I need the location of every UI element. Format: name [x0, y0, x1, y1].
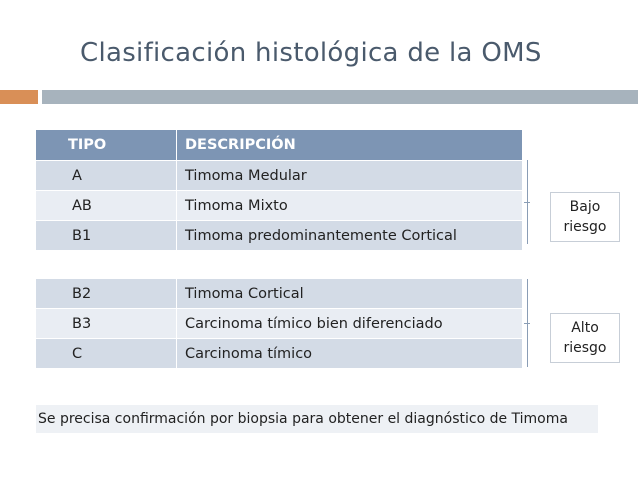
high-risk-line2: riesgo: [563, 340, 607, 356]
table-header-row: [36, 130, 522, 161]
cell-type: A: [36, 161, 177, 191]
biopsy-note: Se precisa confirmación por biopsia para obtener el diagnóstico de Timoma: [36, 405, 598, 433]
high-risk-label: [550, 313, 620, 363]
low-risk-label: [550, 192, 620, 242]
high-risk-line1: Alto: [571, 320, 599, 336]
cell-description: Timoma Medular: [177, 161, 523, 191]
table-row: [36, 309, 522, 339]
classification-table-low-risk: [36, 130, 522, 251]
cell-description: Timoma Mixto: [177, 191, 523, 221]
cell-description: Timoma predominantemente Cortical: [177, 221, 523, 251]
bracket-tick-high-risk: [524, 323, 530, 324]
low-risk-line2: riesgo: [563, 219, 607, 235]
table-row: [36, 191, 522, 221]
classification-table-high-risk: [36, 279, 522, 369]
table-row: [36, 161, 522, 191]
accent-bar-right: [42, 90, 638, 104]
cell-type: AB: [36, 191, 177, 221]
cell-description: Timoma Cortical: [177, 279, 523, 309]
table-row: [36, 339, 522, 369]
cell-type: C: [36, 339, 177, 369]
cell-type: B1: [36, 221, 177, 251]
accent-bar-left: [0, 90, 38, 104]
cell-type: B2: [36, 279, 177, 309]
table-row: [36, 221, 522, 251]
header-description: DESCRIPCIÓN: [177, 130, 523, 161]
table-row: [36, 279, 522, 309]
cell-description: Carcinoma tímico bien diferenciado: [177, 309, 523, 339]
low-risk-line1: Bajo: [569, 199, 601, 215]
cell-description: Carcinoma tímico: [177, 339, 523, 369]
page-title: Clasificación histológica de la OMS: [80, 38, 542, 68]
cell-type: B3: [36, 309, 177, 339]
header-type: TIPO: [36, 130, 177, 161]
bracket-tick-low-risk: [524, 202, 530, 203]
